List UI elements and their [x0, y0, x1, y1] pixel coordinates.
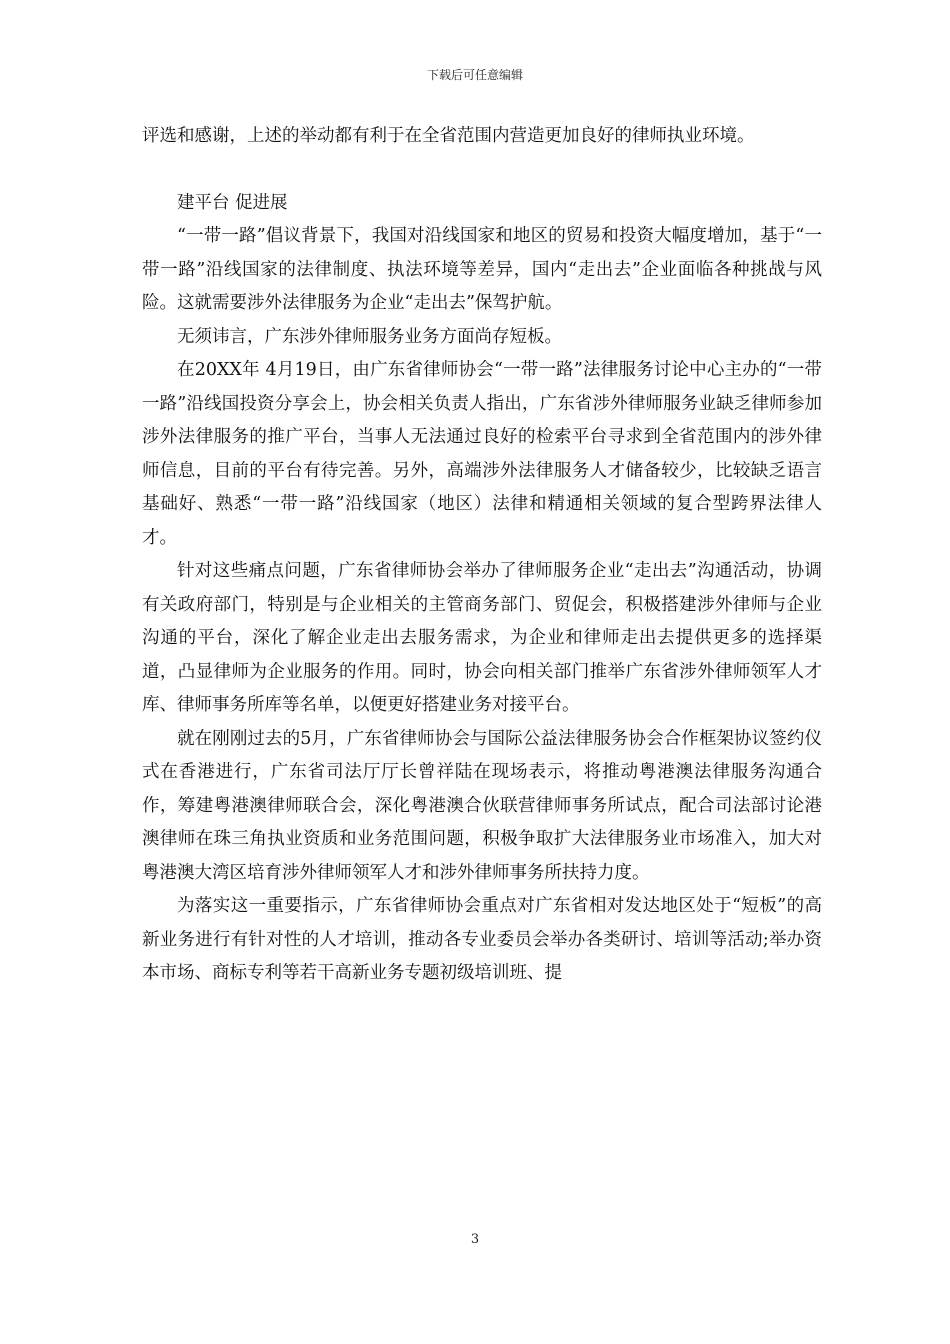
page-number: 3: [470, 1232, 480, 1247]
paragraph: 无须讳言，广东涉外律师服务业务方面尚存短板。: [177, 326, 562, 347]
paragraph: 就在刚刚过去的5月，广东省律师协会与国际公益法律服务协会合作框架协议签约仪式在香港进行，广东省司法厅厅长曾祥陆在现场表示，将推动粤港澳法律服务沟通合作，筹建粤港澳律师联合会，深化粤港澳合伙联营律师事务所试点，配合司法部讨论港澳律师在珠三角执业资质和业务范围问题，积极争取扩大法律服务业市场准入，加大对粤港澳大湾区培育涉外律师领军人才和涉外律师事务所扶持力度。: [142, 728, 822, 883]
paragraph: 评选和感谢，上述的举动都有利于在全省范围内营造更加良好的律师执业环境。: [142, 126, 755, 146]
page-header: 下载后可任意编辑: [426, 68, 523, 82]
paragraph: 在20XX年 4月19日，由广东省律师协会“一带一路”法律服务讨论中心主办的“一带一路”沿线国投资分享会上，协会相关负责人指出，广东省涉外律师服务业缺乏律师参加涉外法律服务的推广平台，当事人无法通过良好的检索平台寻求到全省范围内的涉外律师信息，目前的平台有待完善。另外，高端涉外法律服务人才储备较少，比较缺乏语言基础好、熟悉“一带一路”沿线国家（地区）法律和精通相关领域的复合型跨界法律人才。: [142, 360, 822, 548]
body-text: [142, 120, 822, 991]
paragraph: 为落实这一重要指示，广东省律师协会重点对广东省相对发达地区处于“短板”的高新业务进行有针对性的人才培训，推动各专业委员会举办各类研讨、培训等活动;举办资本市场、商标专利等若干高新业务专题初级培训班、提: [142, 896, 822, 983]
paragraph: 针对这些痛点问题，广东省律师协会举办了律师服务企业“走出去”沟通活动，协调有关政府部门，特别是与企业相关的主管商务部门、贸促会，积极搭建涉外律师与企业沟通的平台，深化了解企业走出去服务需求，为企业和律师走出去提供更多的选择渠道，凸显律师为企业服务的作用。同时，协会向相关部门推举广东省涉外律师领军人才库、律师事务所库等名单，以便更好搭建业务对接平台。: [142, 561, 822, 715]
section-heading: 建平台 促进展: [177, 192, 288, 213]
paragraph: “一带一路”倡议背景下，我国对沿线国家和地区的贸易和投资大幅度增加，基于“一带一路”沿线国家的法律制度、执法环境等差异，国内“走出去”企业面临各种挑战与风险。这就需要涉外法律服务为企业“走出去”保驾护航。: [142, 226, 822, 313]
